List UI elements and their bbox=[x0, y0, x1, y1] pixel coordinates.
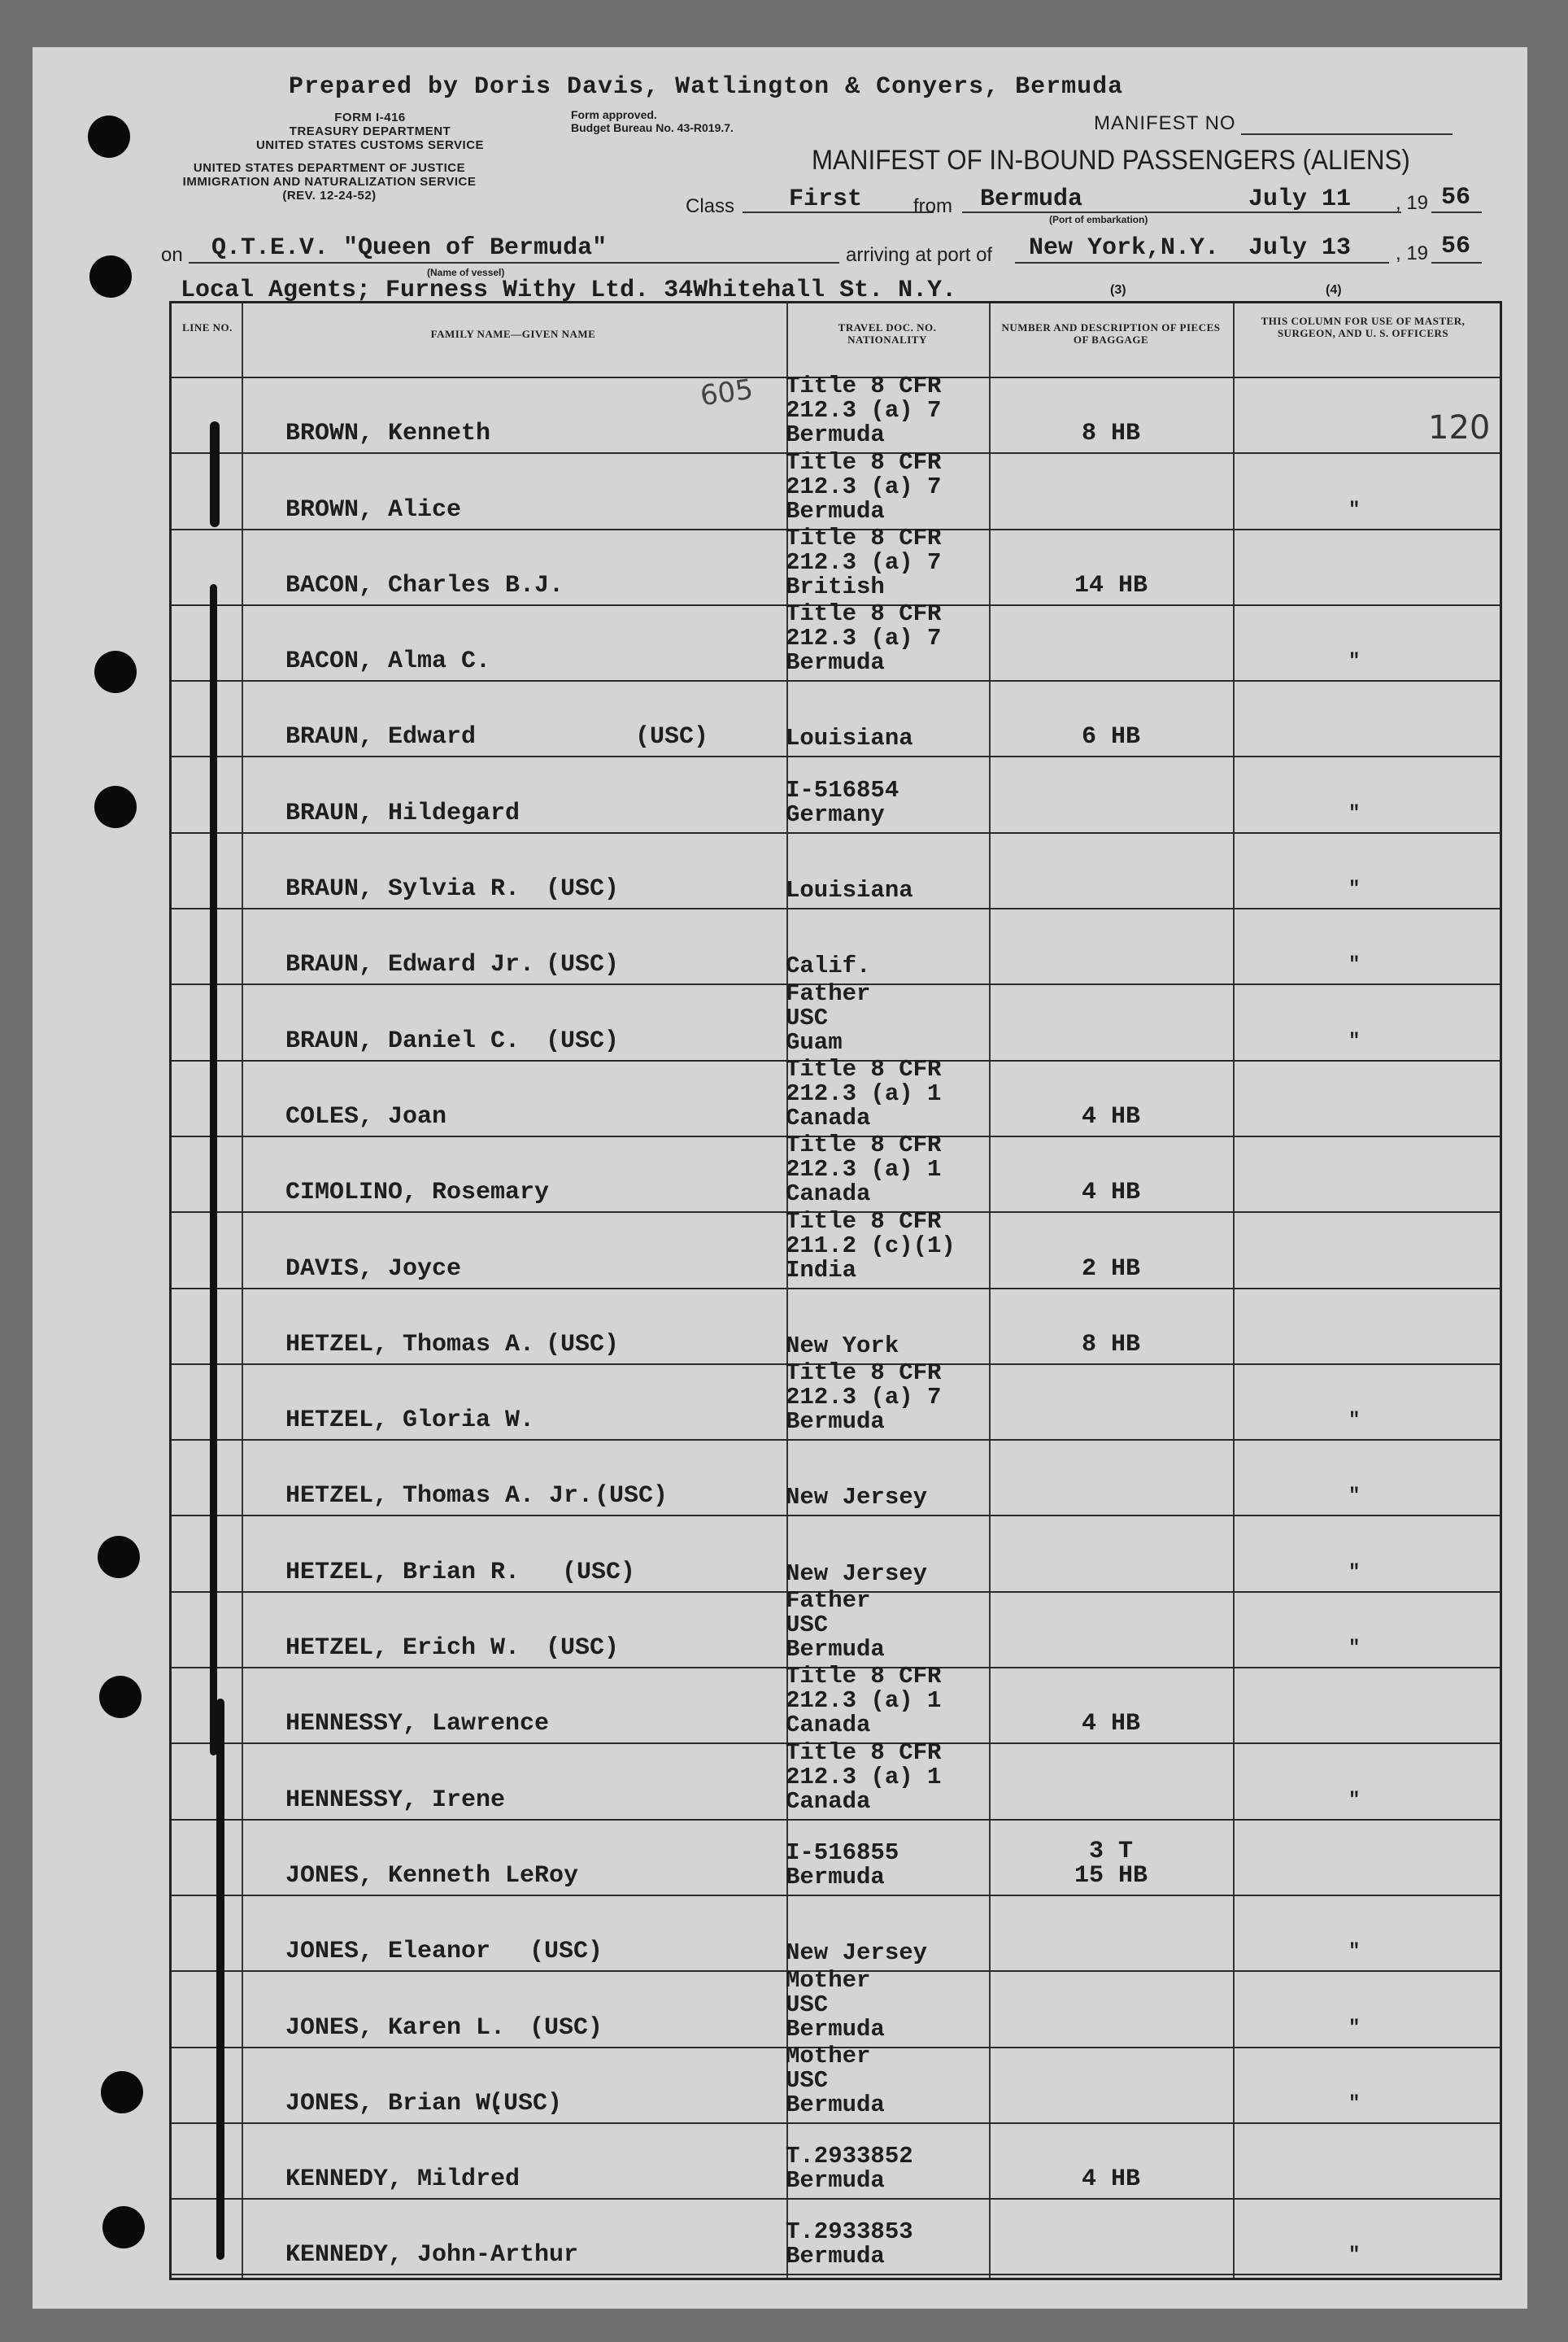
ditto-mark: " bbox=[1348, 1638, 1361, 1660]
table-row bbox=[172, 1738, 1500, 1820]
baggage-line: 15 HB bbox=[1074, 1861, 1148, 1890]
passenger-name: JONES, Kenneth LeRoy bbox=[285, 1861, 579, 1890]
travel-doc-line: USC bbox=[786, 1611, 829, 1639]
treasury-block bbox=[216, 111, 525, 152]
travel-doc-line: USC bbox=[786, 2066, 829, 2094]
travel-doc bbox=[786, 526, 941, 600]
travel-doc-line: Bermuda bbox=[786, 2091, 885, 2118]
baggage-line: 4 HB bbox=[1081, 1102, 1140, 1131]
citizenship-status: (USC) bbox=[546, 951, 620, 979]
travel-doc-line: T.2933853 bbox=[786, 2218, 913, 2246]
ditto-mark: " bbox=[1348, 1410, 1361, 1433]
table-row bbox=[172, 2122, 1500, 2200]
travel-doc bbox=[786, 602, 941, 675]
passenger-name: BRAUN, Sylvia R. bbox=[285, 875, 520, 904]
bracket-mark bbox=[210, 584, 217, 1755]
header-officers: THIS COLUMN FOR USE OF MASTER, SURGEON, AND U. S. OFFICERS bbox=[1261, 315, 1466, 339]
class-label: Class bbox=[686, 195, 735, 217]
count-note: 120 bbox=[1428, 409, 1491, 447]
travel-doc-line: Canada bbox=[786, 1787, 871, 1815]
passenger-table bbox=[169, 301, 1502, 2280]
header-name: FAMILY NAME—GIVEN NAME bbox=[430, 328, 596, 340]
pencil-note-605: 605 bbox=[698, 373, 756, 413]
travel-doc-line: Title 8 CFR bbox=[786, 1738, 942, 1766]
citizenship-status: (USC) bbox=[562, 1558, 636, 1586]
baggage bbox=[1017, 723, 1204, 752]
header-baggage: NUMBER AND DESCRIPTION OF PIECES OF BAGGAGE bbox=[1001, 321, 1221, 346]
from-value: Bermuda bbox=[980, 185, 1083, 213]
passenger-name: BRAUN, Edward bbox=[285, 723, 477, 752]
manifest-title: MANIFEST OF IN-BOUND PASSENGERS (ALIENS) bbox=[812, 145, 1410, 176]
travel-doc-line: Louisiana bbox=[786, 725, 913, 752]
prepared-by: Prepared by Doris Davis, Watlington & Conyers, Bermuda bbox=[289, 73, 1124, 101]
travel-doc-line: New Jersey bbox=[786, 1939, 928, 1967]
travel-doc-line: Bermuda bbox=[786, 2015, 885, 2043]
citizenship-status: (USC) bbox=[489, 2089, 563, 2117]
travel-doc bbox=[786, 1485, 927, 1510]
travel-doc bbox=[786, 1207, 956, 1284]
name-of-vessel-caption: (Name of vessel) bbox=[427, 267, 505, 278]
travel-doc-line: I-516854 bbox=[786, 776, 899, 804]
table-row bbox=[172, 1516, 1500, 1593]
passenger-name: HETZEL, Gloria W. bbox=[285, 1407, 535, 1435]
baggage bbox=[1017, 1180, 1204, 1205]
citizenship-status: (USC) bbox=[546, 875, 620, 904]
passenger-name: BRAUN, Hildegard bbox=[285, 799, 520, 827]
budget-bureau: Budget Bureau No. 43-R019.7. bbox=[571, 121, 734, 134]
arrival-port: New York,N.Y. bbox=[1029, 234, 1220, 262]
passenger-name: JONES, Brian W. bbox=[285, 2089, 506, 2117]
travel-doc bbox=[786, 2144, 913, 2193]
revision-date: (REV. 12-24-52) bbox=[282, 189, 377, 203]
ditto-mark: " bbox=[1348, 879, 1361, 901]
arrival-year-prefix: , 19 bbox=[1396, 242, 1429, 264]
citizenship-status: (USC) bbox=[546, 1330, 620, 1359]
passenger-name: HETZEL, Thomas A. bbox=[285, 1330, 535, 1359]
ditto-mark: " bbox=[1348, 1030, 1361, 1053]
citizenship-status: (USC) bbox=[635, 723, 709, 752]
port-of-embarkation-caption: (Port of embarkation) bbox=[1049, 214, 1148, 225]
baggage-line: 4 HB bbox=[1081, 1179, 1140, 1207]
travel-doc bbox=[786, 2220, 913, 2269]
passenger-name: BACON, Charles B.J. bbox=[285, 571, 564, 600]
travel-doc-line: Title 8 CFR bbox=[786, 600, 942, 628]
departure-year: 56 bbox=[1441, 184, 1471, 212]
table-row bbox=[172, 1663, 1500, 1744]
travel-doc-line: Mother bbox=[786, 1966, 871, 1994]
citizenship-status: (USC) bbox=[529, 2013, 603, 2042]
table-row bbox=[172, 1132, 1500, 1213]
baggage-line: 8 HB bbox=[1081, 420, 1140, 448]
passenger-name: BROWN, Alice bbox=[285, 495, 462, 524]
passenger-name: BROWN, Kenneth bbox=[285, 420, 491, 448]
ditto-mark: " bbox=[1348, 2092, 1361, 2115]
bracket-mark bbox=[216, 1699, 224, 2260]
punch-hole bbox=[89, 255, 132, 298]
table-row bbox=[172, 1819, 1500, 1896]
passenger-name: BACON, Alma C. bbox=[285, 648, 491, 676]
passenger-name: COLES, Joan bbox=[285, 1102, 447, 1131]
vessel-underline bbox=[189, 262, 839, 264]
travel-doc-line: New York bbox=[786, 1332, 899, 1359]
baggage bbox=[1017, 1254, 1204, 1283]
travel-doc-line: Title 8 CFR bbox=[786, 1207, 942, 1235]
travel-doc-line: USC bbox=[786, 1004, 829, 1031]
passenger-name: BRAUN, Daniel C. bbox=[285, 1027, 520, 1055]
table-row bbox=[172, 680, 1500, 757]
punch-hole bbox=[101, 2071, 143, 2113]
form-approved-block bbox=[571, 108, 734, 134]
travel-doc-line: Bermuda bbox=[786, 1636, 885, 1664]
travel-doc-line: I-516855 bbox=[786, 1838, 899, 1866]
manifest-page bbox=[33, 47, 1527, 2309]
table-row bbox=[172, 1966, 1500, 2048]
travel-doc-line: Calif. bbox=[786, 953, 871, 980]
ditto-mark: " bbox=[1348, 1485, 1361, 1508]
passenger-name: BRAUN, Edward Jr. bbox=[285, 951, 535, 979]
travel-doc bbox=[786, 879, 913, 903]
travel-doc-line: 212.3 (a) 1 bbox=[786, 1763, 942, 1790]
departure-date: July 11 bbox=[1248, 185, 1352, 213]
arrival-year: 56 bbox=[1441, 233, 1471, 260]
arrival-date: July 13 bbox=[1248, 234, 1352, 262]
year-underline bbox=[1431, 212, 1482, 213]
travel-doc bbox=[786, 2044, 885, 2117]
ditto-mark: " bbox=[1348, 2244, 1361, 2267]
ditto-mark: " bbox=[1348, 1561, 1361, 1584]
travel-doc bbox=[786, 1058, 941, 1131]
citizenship-status: (USC) bbox=[546, 1027, 620, 1055]
travel-doc-line: Germany bbox=[786, 800, 885, 828]
passenger-name: DAVIS, Joyce bbox=[285, 1254, 462, 1283]
travel-doc bbox=[786, 448, 942, 525]
column-4-marker: (4) bbox=[1326, 283, 1342, 297]
ditto-mark: " bbox=[1348, 954, 1361, 977]
baggage bbox=[1017, 1839, 1204, 1888]
punch-hole bbox=[88, 116, 130, 158]
arrival-underline bbox=[1015, 262, 1389, 264]
baggage-line: 8 HB bbox=[1081, 1330, 1140, 1359]
travel-doc-line: Bermuda bbox=[786, 2243, 885, 2270]
travel-doc-line: Title 8 CFR bbox=[786, 1056, 942, 1083]
justice-department: UNITED STATES DEPARTMENT OF JUSTICE bbox=[193, 161, 466, 175]
passenger-name: CIMOLINO, Rosemary bbox=[285, 1179, 550, 1207]
travel-doc-line: Mother bbox=[786, 2042, 871, 2069]
form-approved: Form approved. bbox=[571, 108, 657, 121]
form-number: FORM I-416 bbox=[334, 111, 406, 124]
travel-doc-line: Father bbox=[786, 1587, 871, 1615]
punch-hole bbox=[102, 2206, 145, 2248]
passenger-name: HETZEL, Erich W. bbox=[285, 1634, 520, 1663]
passenger-name: HENNESSY, Irene bbox=[285, 1786, 506, 1814]
ditto-mark: " bbox=[1348, 1941, 1361, 1964]
citizenship-status: (USC) bbox=[546, 1634, 620, 1663]
travel-doc-line: 212.3 (a) 1 bbox=[786, 1156, 942, 1184]
travel-doc bbox=[786, 1941, 927, 1965]
passenger-name: KENNEDY, John-Arthur bbox=[285, 2241, 579, 2270]
travel-doc-line: 212.3 (a) 7 bbox=[786, 625, 942, 652]
column-3-marker: (3) bbox=[1110, 283, 1126, 297]
departure-year-prefix: , 19 bbox=[1396, 192, 1429, 214]
passenger-name: JONES, Eleanor bbox=[285, 1938, 491, 1966]
table-row bbox=[172, 979, 1500, 1061]
punch-hole bbox=[99, 1676, 142, 1718]
table-row bbox=[172, 2198, 1500, 2275]
table-row bbox=[172, 1207, 1500, 1289]
travel-doc bbox=[786, 1664, 941, 1738]
travel-doc-line: Bermuda bbox=[786, 2167, 885, 2195]
punch-hole bbox=[94, 651, 137, 693]
travel-doc-line: Title 8 CFR bbox=[786, 448, 942, 476]
passenger-name: JONES, Karen L. bbox=[285, 2013, 506, 2042]
header-line-no: LINE NO. bbox=[182, 321, 233, 334]
travel-doc-line: 211.2 (c)(1) bbox=[786, 1232, 956, 1259]
travel-doc bbox=[786, 1361, 941, 1434]
on-label: on bbox=[161, 244, 183, 266]
header-row bbox=[172, 303, 1500, 378]
citizenship-status: (USC) bbox=[529, 1938, 603, 1966]
ditto-mark: " bbox=[1348, 499, 1361, 521]
baggage bbox=[1017, 571, 1204, 600]
passenger-name: HENNESSY, Lawrence bbox=[285, 1710, 550, 1738]
travel-doc-line: New Jersey bbox=[786, 1484, 928, 1511]
vessel-name: Q.T.E.V. "Queen of Bermuda" bbox=[211, 234, 608, 262]
table-row bbox=[172, 832, 1500, 909]
travel-doc-line: 212.3 (a) 7 bbox=[786, 548, 942, 576]
travel-doc bbox=[786, 1559, 928, 1587]
customs-service: UNITED STATES CUSTOMS SERVICE bbox=[255, 138, 485, 152]
table-row bbox=[172, 1895, 1500, 1972]
travel-doc bbox=[786, 954, 870, 979]
arriving-label: arriving at port of bbox=[846, 244, 993, 266]
travel-doc-line: T.2933852 bbox=[786, 2143, 913, 2170]
baggage bbox=[1017, 1332, 1204, 1357]
travel-doc-line: Bermuda bbox=[786, 649, 885, 677]
travel-doc-line: Guam bbox=[786, 1028, 843, 1056]
ditto-mark: " bbox=[1348, 651, 1361, 674]
justice-block bbox=[167, 161, 492, 203]
travel-doc-line: Title 8 CFR bbox=[786, 524, 942, 552]
travel-doc-line: Bermuda bbox=[786, 421, 885, 449]
travel-doc-line: New Jersey bbox=[786, 1559, 928, 1587]
passenger-name: HETZEL, Brian R. bbox=[285, 1558, 520, 1586]
local-agents: Local Agents; Furness Withy Ltd. 34Whitehall St. N.Y. bbox=[181, 277, 957, 304]
table-row bbox=[172, 1587, 1500, 1668]
travel-doc-line: 212.3 (a) 1 bbox=[786, 1687, 942, 1715]
table-row bbox=[172, 524, 1500, 606]
table-row bbox=[172, 757, 1500, 834]
punch-hole bbox=[94, 786, 137, 828]
travel-doc bbox=[786, 726, 913, 751]
table-row bbox=[172, 1439, 1500, 1516]
travel-doc bbox=[786, 778, 899, 827]
travel-doc bbox=[786, 979, 871, 1056]
table-row bbox=[172, 1056, 1500, 1137]
travel-doc-line: Title 8 CFR bbox=[786, 373, 942, 400]
baggage bbox=[1017, 1712, 1204, 1736]
baggage bbox=[1017, 2167, 1204, 2192]
manifest-number bbox=[1094, 112, 1453, 135]
baggage-line: 2 HB bbox=[1081, 1254, 1140, 1283]
baggage bbox=[1017, 421, 1204, 446]
travel-doc bbox=[786, 1738, 942, 1815]
travel-doc-line: Bermuda bbox=[786, 497, 885, 525]
arrival-year-underline bbox=[1431, 262, 1482, 264]
passenger-name: KENNEDY, Mildred bbox=[285, 2165, 520, 2194]
travel-doc-line: Title 8 CFR bbox=[786, 1132, 942, 1159]
manifest-no-blank bbox=[1241, 117, 1453, 135]
travel-doc-line: 212.3 (a) 7 bbox=[786, 397, 942, 425]
travel-doc-line: Canada bbox=[786, 1105, 871, 1132]
travel-doc-line: USC bbox=[786, 1991, 829, 2018]
travel-doc-line: 212.3 (a) 7 bbox=[786, 1384, 942, 1411]
treasury-department: TREASURY DEPARTMENT bbox=[289, 124, 451, 138]
baggage-line: 3 T bbox=[1088, 1837, 1133, 1865]
travel-doc-line: Bermuda bbox=[786, 1408, 885, 1436]
baggage-line: 6 HB bbox=[1081, 723, 1140, 752]
travel-doc-line: Bermuda bbox=[786, 1863, 885, 1891]
travel-doc-line: Canada bbox=[786, 1180, 871, 1208]
travel-doc-line: British bbox=[786, 573, 885, 600]
baggage-line: 4 HB bbox=[1081, 1710, 1140, 1738]
baggage-line: 14 HB bbox=[1074, 571, 1148, 600]
table-row bbox=[172, 373, 1500, 454]
header-travel-doc: TRAVEL DOC. NO. NATIONALITY bbox=[838, 321, 937, 346]
class-value: First bbox=[789, 185, 863, 213]
travel-doc bbox=[786, 1133, 941, 1206]
ins-service: IMMIGRATION AND NATURALIZATION SERVICE bbox=[182, 175, 477, 189]
manifest-no-label: MANIFEST NO bbox=[1094, 112, 1236, 134]
ditto-mark: " bbox=[1348, 1789, 1361, 1812]
table-row bbox=[172, 2042, 1500, 2124]
table-row bbox=[172, 1359, 1500, 1441]
citizenship-status: (USC) bbox=[595, 1482, 669, 1511]
baggage bbox=[1017, 1102, 1204, 1131]
baggage-line: 4 HB bbox=[1081, 2165, 1140, 2194]
ditto-mark: " bbox=[1348, 802, 1361, 825]
table-row bbox=[172, 448, 1500, 530]
travel-doc-line: Father bbox=[786, 979, 871, 1007]
travel-doc bbox=[786, 374, 941, 447]
travel-doc-line: Title 8 CFR bbox=[786, 1359, 942, 1387]
travel-doc bbox=[786, 1589, 885, 1662]
table-row bbox=[172, 600, 1500, 682]
from-label: from bbox=[913, 195, 952, 217]
travel-doc bbox=[786, 1966, 885, 2043]
travel-doc bbox=[786, 1838, 899, 1891]
travel-doc-line: India bbox=[786, 1256, 857, 1284]
travel-doc-line: Louisiana bbox=[786, 877, 913, 905]
table-row bbox=[172, 908, 1500, 985]
passenger-name: HETZEL, Thomas A. Jr. bbox=[285, 1482, 594, 1511]
table-row bbox=[172, 1288, 1500, 1365]
bracket-mark bbox=[210, 421, 220, 527]
travel-doc bbox=[786, 1334, 899, 1359]
travel-doc-line: 212.3 (a) 7 bbox=[786, 473, 942, 500]
punch-hole bbox=[98, 1536, 140, 1578]
travel-doc-line: Canada bbox=[786, 1712, 871, 1739]
travel-doc-line: 212.3 (a) 1 bbox=[786, 1080, 942, 1107]
travel-doc-line: Title 8 CFR bbox=[786, 1663, 942, 1690]
ditto-mark: " bbox=[1348, 2017, 1361, 2039]
